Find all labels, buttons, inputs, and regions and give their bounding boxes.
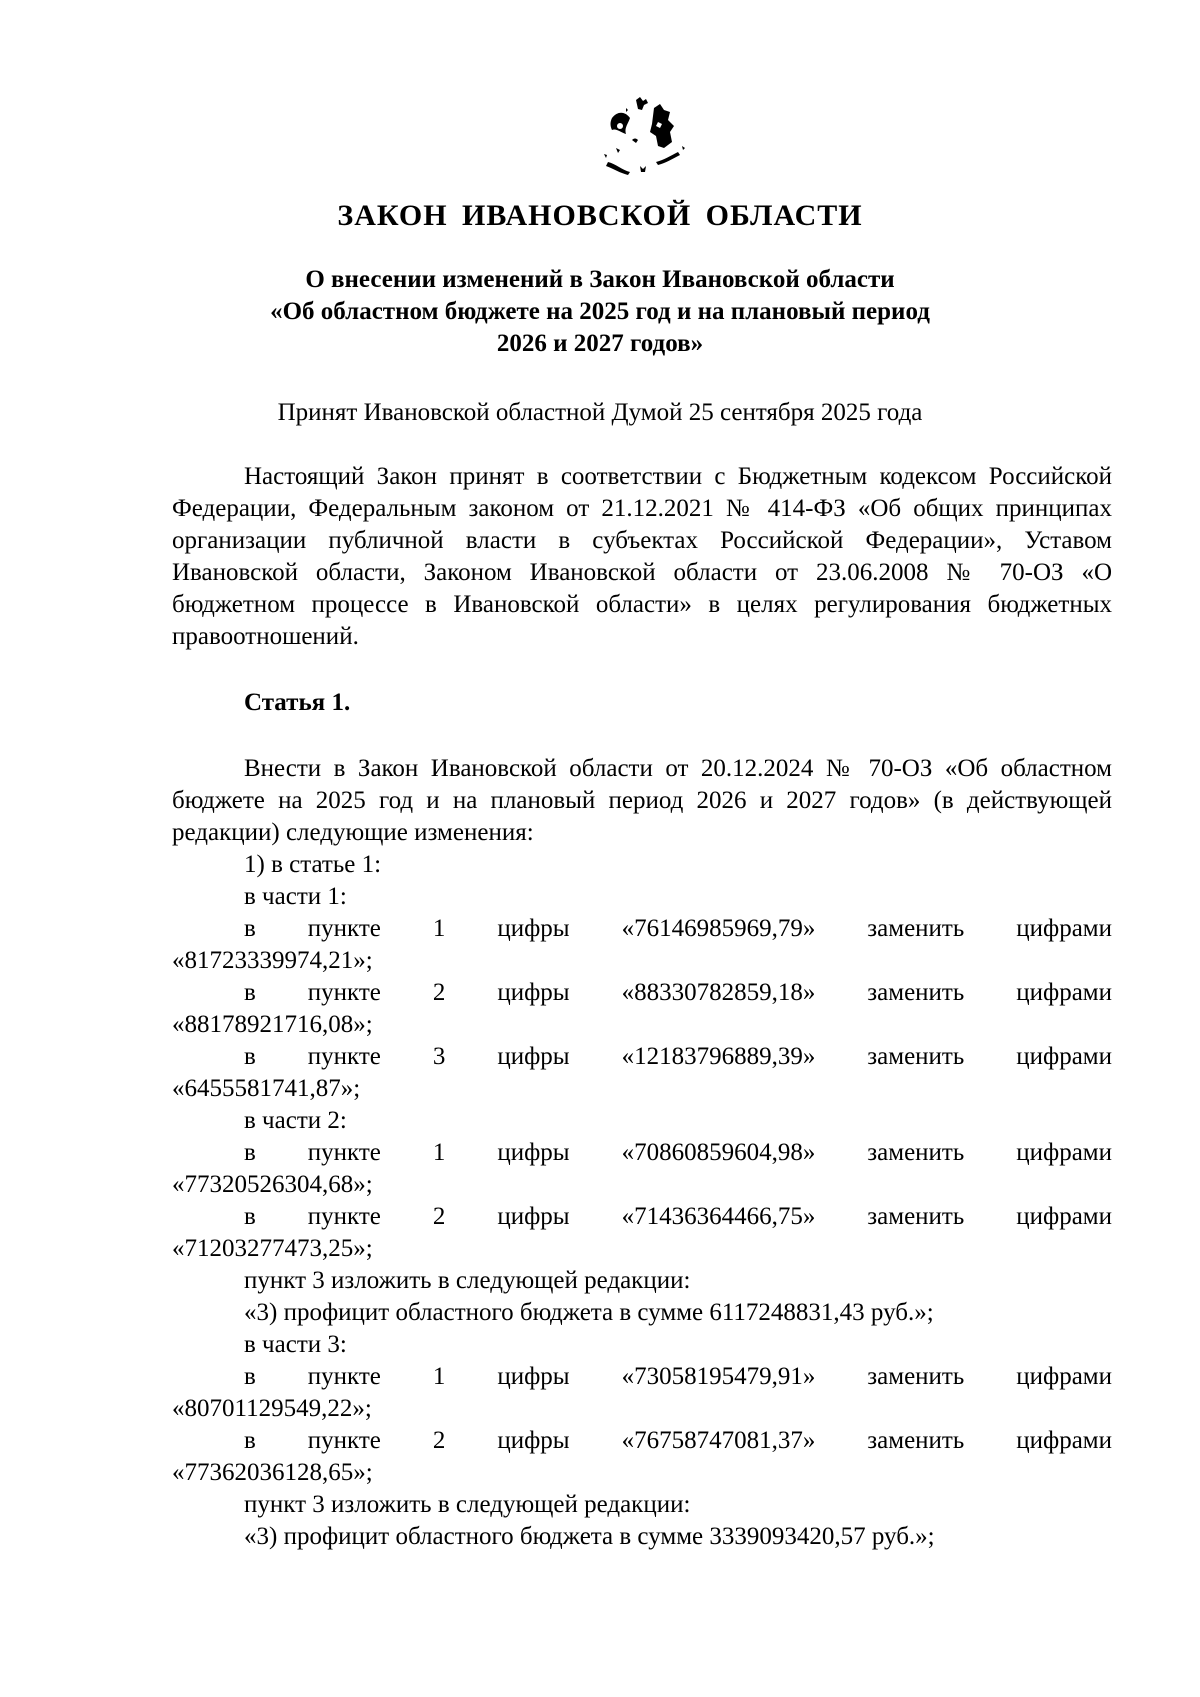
point-redaction-text: «3) профицит областного бюджета в сумме 6117248831,43 руб.»;: [244, 1299, 934, 1326]
new-value: «71203277473,25»;: [172, 1235, 373, 1262]
point-number: 2: [432, 1427, 446, 1454]
word-punkt: пункте: [307, 1427, 381, 1454]
word-zamenit: заменить: [867, 979, 965, 1006]
word-v: в: [244, 915, 256, 942]
part-label: в части 1:: [244, 883, 347, 910]
word-punkt: пункте: [307, 1363, 381, 1390]
point-number: 1: [432, 1363, 446, 1390]
old-value: «70860859604,98»: [621, 1139, 816, 1166]
new-value: «77362036128,65»;: [172, 1459, 373, 1486]
point-number: 2: [432, 1203, 446, 1230]
word-ciframi: цифрами: [1016, 915, 1112, 942]
amendment-row: [172, 1361, 1112, 1393]
preamble-paragraph: Настоящий Закон принят в соответствии с Бюджетным кодексом Российской Федерации, Федеральным законом от 21.12.2021 № 414-ФЗ «Об общих принципах организации публичной власти в субъектах Российской Федерации», Уставом Ивановской области, Законом Ивановской области от 23.06.2008 № 70-ОЗ «О бюджетном процессе в Ивановской области» в целях регулирования бюджетных правоотношений.: [172, 463, 1112, 650]
law-body: [172, 461, 1112, 1553]
old-value: «88330782859,18»: [621, 979, 816, 1006]
word-v: в: [244, 1043, 256, 1070]
point-redaction-text: «3) профицит областного бюджета в сумме 3339093420,57 руб.»;: [244, 1523, 935, 1550]
word-zamenit: заменить: [867, 1139, 965, 1166]
new-value: «80701129549,22»;: [172, 1395, 372, 1422]
article-intro-paragraph: Внести в Закон Ивановской области от 20.12.2024 № 70-ОЗ «Об областном бюджете на 2025 год и на плановый период 2026 и 2027 годов» (в действующей редакции) следующие изменения:: [172, 755, 1112, 846]
word-cifry: цифры: [497, 979, 570, 1006]
amendment-row: [172, 977, 1112, 1009]
word-punkt: пункте: [307, 915, 381, 942]
old-value: «12183796889,39»: [621, 1043, 816, 1070]
word-punkt: пункте: [307, 1203, 381, 1230]
word-punkt: пункте: [307, 1043, 381, 1070]
adoption-note: Принят Ивановской областной Думой 25 сентября 2025 года: [277, 399, 923, 426]
point-number: 1: [432, 1139, 446, 1166]
amendment-row: [172, 1425, 1112, 1457]
article-heading: Статья 1.: [244, 689, 351, 716]
old-value: «71436364466,75»: [621, 1203, 816, 1230]
word-ciframi: цифрами: [1016, 1139, 1112, 1166]
word-zamenit: заменить: [867, 1363, 965, 1390]
subtitle-line: «Об областном бюджете на 2025 год и на плановый период: [270, 298, 930, 325]
word-zamenit: заменить: [867, 915, 965, 942]
word-cifry: цифры: [497, 915, 570, 942]
word-ciframi: цифрами: [1016, 1203, 1112, 1230]
word-v: в: [244, 979, 256, 1006]
word-zamenit: заменить: [867, 1427, 965, 1454]
word-ciframi: цифрами: [1016, 1043, 1112, 1070]
amendment-row: [172, 1041, 1112, 1073]
point-number: 1: [432, 915, 446, 942]
word-punkt: пункте: [307, 1139, 381, 1166]
word-cifry: цифры: [497, 1043, 570, 1070]
word-ciframi: цифрами: [1016, 1363, 1112, 1390]
word-v: в: [244, 1139, 256, 1166]
old-value: «76146985969,79»: [621, 915, 816, 942]
word-cifry: цифры: [497, 1427, 570, 1454]
coat-of-arms-emblem: [596, 96, 692, 180]
amendment-row: [172, 1137, 1112, 1169]
subtitle-line: О внесении изменений в Закон Ивановской области: [305, 266, 895, 293]
word-cifry: цифры: [497, 1203, 570, 1230]
subtitle-line: 2026 и 2027 годов»: [496, 330, 704, 357]
point-redaction-intro: пункт 3 изложить в следующей редакции:: [244, 1491, 691, 1518]
word-punkt: пункте: [307, 979, 381, 1006]
amendment-row: [172, 1201, 1112, 1233]
law-subtitle: [0, 264, 1200, 360]
amendment-row: [172, 913, 1112, 945]
word-v: в: [244, 1203, 256, 1230]
word-v: в: [244, 1427, 256, 1454]
new-value: «77320526304,68»;: [172, 1171, 373, 1198]
word-zamenit: заменить: [867, 1043, 965, 1070]
new-value: «81723339974,21»;: [172, 947, 373, 974]
word-cifry: цифры: [497, 1139, 570, 1166]
point-redaction-intro: пункт 3 изложить в следующей редакции:: [244, 1267, 691, 1294]
point-number: 3: [432, 1043, 446, 1070]
law-title: ЗАКОН ИВАНОВСКОЙ ОБЛАСТИ: [337, 199, 863, 232]
word-zamenit: заменить: [867, 1203, 965, 1230]
word-v: в: [244, 1363, 256, 1390]
point-number: 2: [432, 979, 446, 1006]
word-ciframi: цифрами: [1016, 979, 1112, 1006]
word-cifry: цифры: [497, 1363, 570, 1390]
word-ciframi: цифрами: [1016, 1427, 1112, 1454]
old-value: «76758747081,37»: [621, 1427, 816, 1454]
part-label: в части 3:: [244, 1331, 347, 1358]
new-value: «88178921716,08»;: [172, 1011, 373, 1038]
part-label: в части 2:: [244, 1107, 347, 1134]
new-value: «6455581741,87»;: [172, 1075, 361, 1102]
item-label: 1) в статье 1:: [244, 851, 382, 878]
old-value: «73058195479,91»: [621, 1363, 816, 1390]
